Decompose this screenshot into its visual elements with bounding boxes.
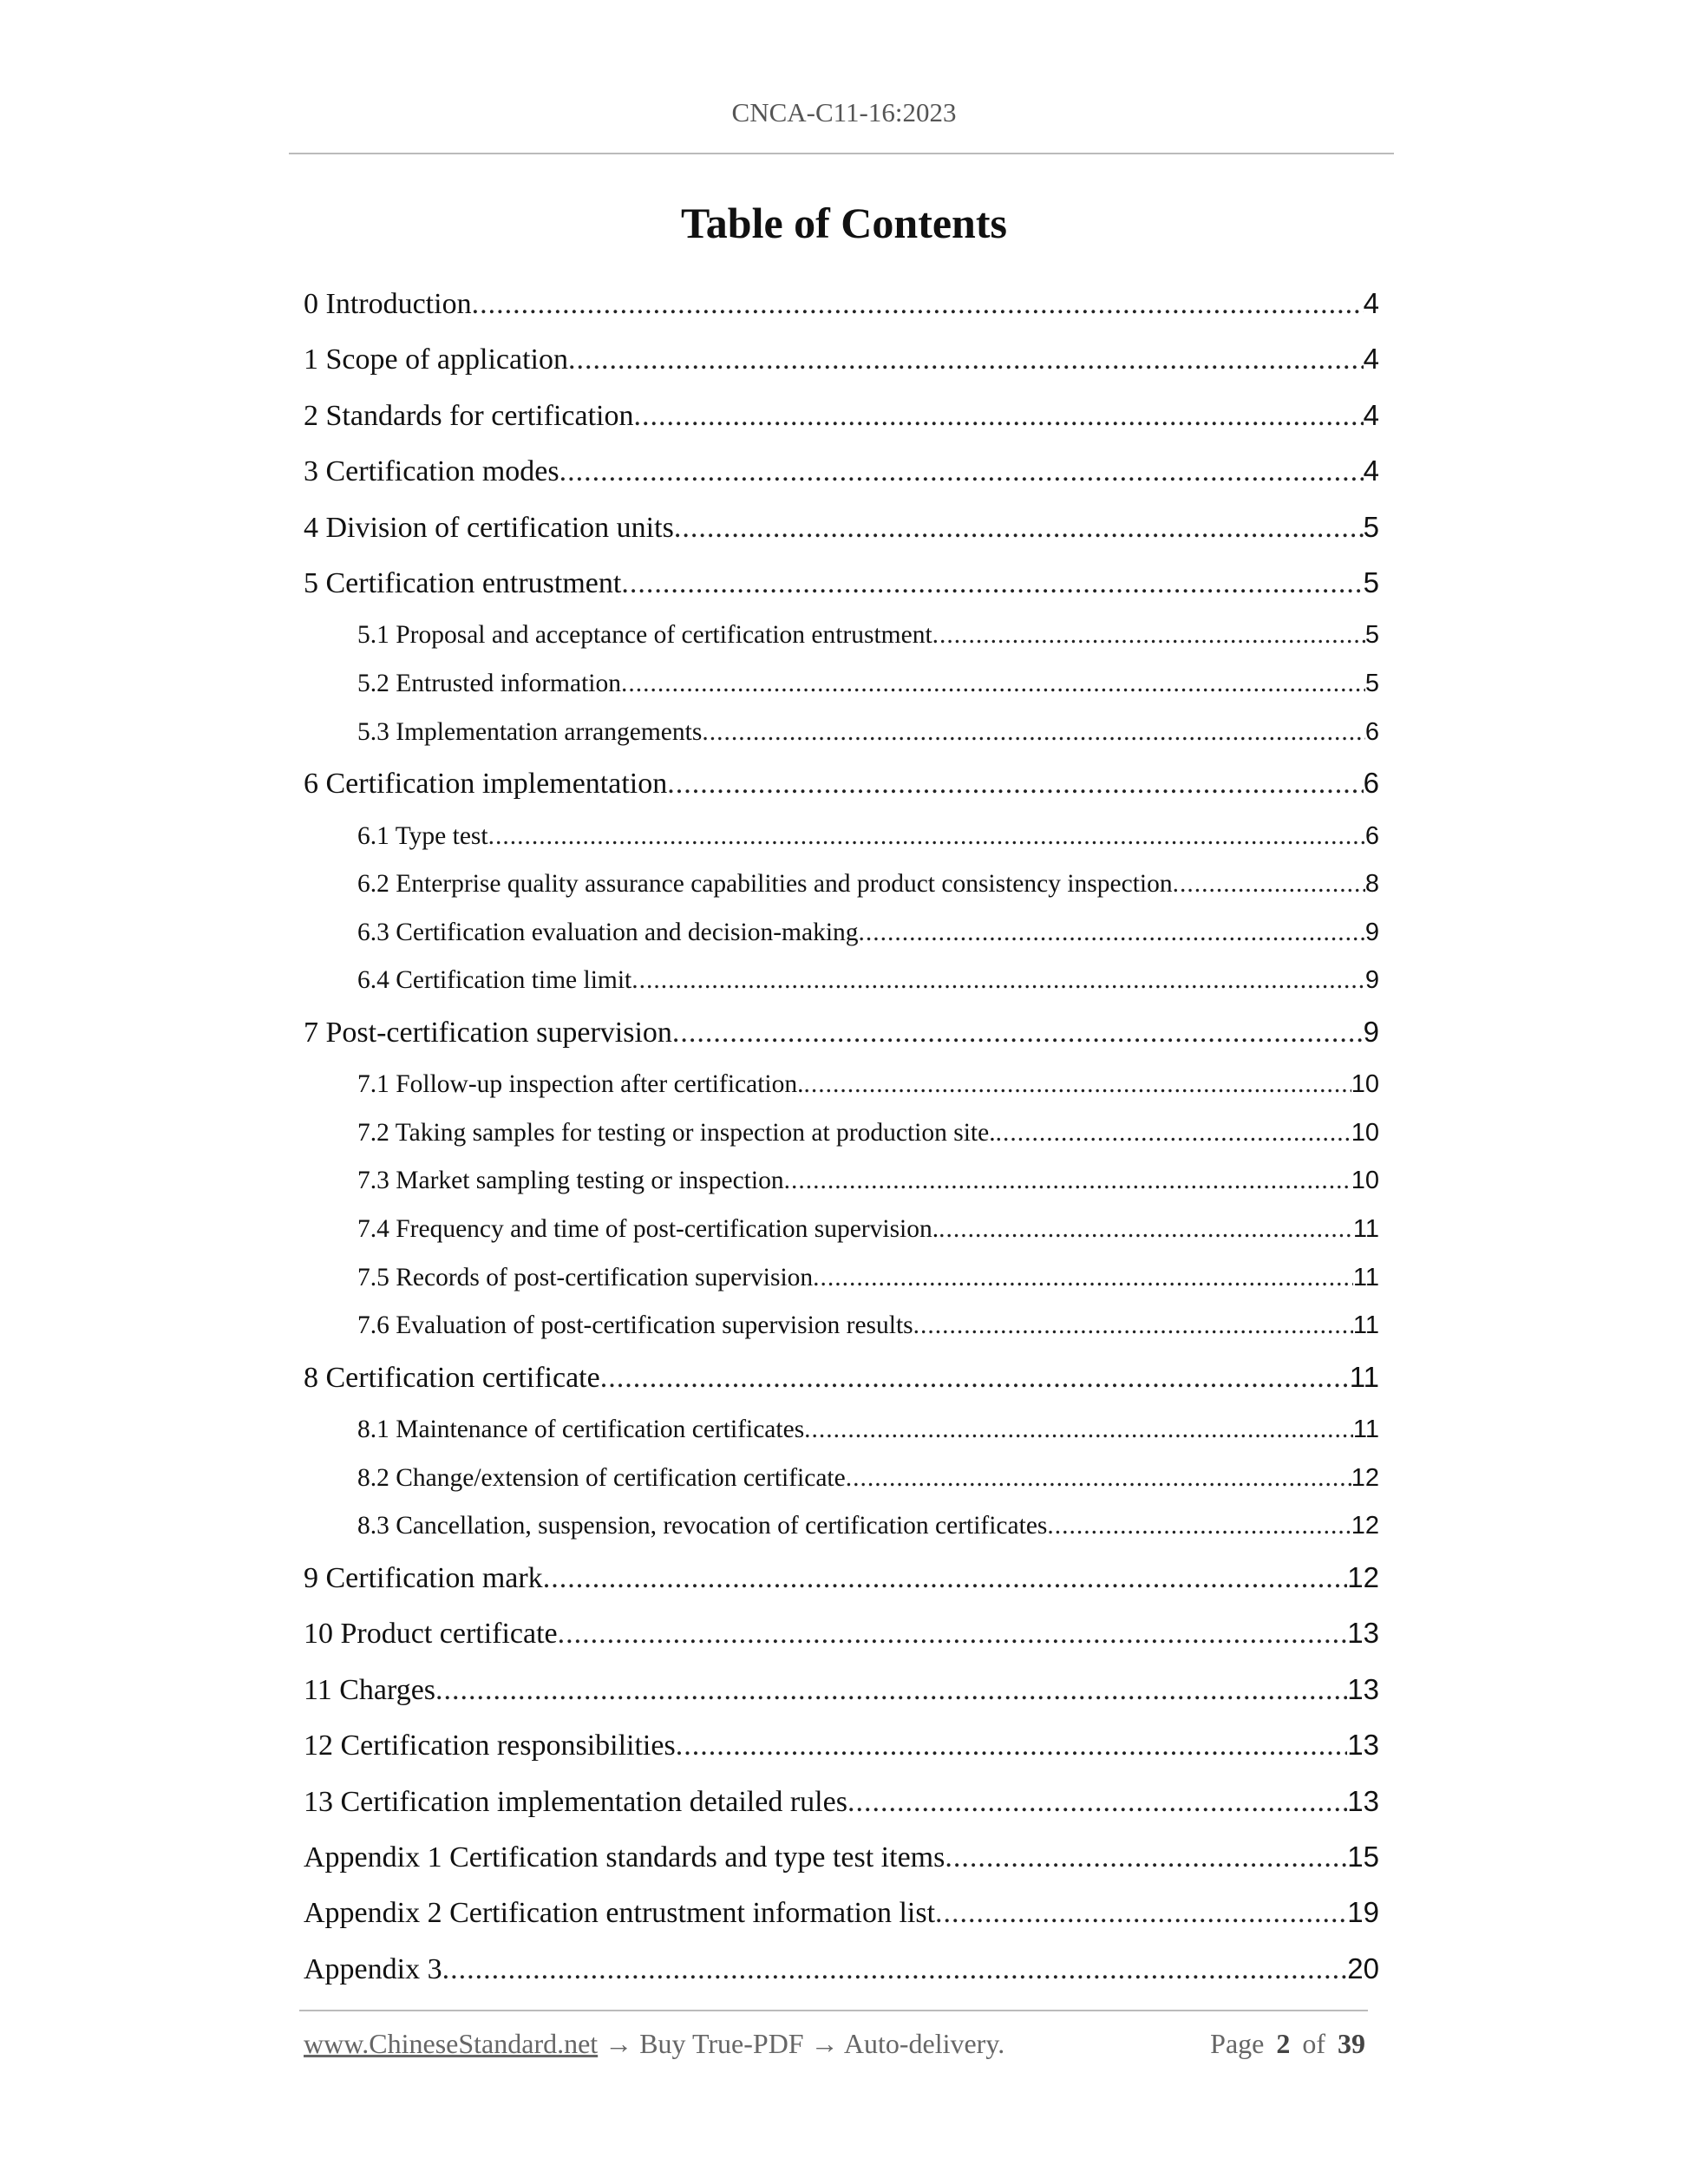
toc-entry-label: 8.1 Maintenance of certification certificates (357, 1416, 805, 1444)
dot-leader (558, 1612, 1348, 1657)
toc-page-number: 6 (1363, 767, 1379, 800)
page-word: Page (1210, 2028, 1265, 2059)
toc-page-number: 9 (1363, 1015, 1379, 1048)
dot-leader (472, 282, 1364, 327)
toc-entry-label: 7.2 Taking samples for testing or inspection at production site. (357, 1118, 996, 1147)
dot-leader (803, 1065, 1351, 1103)
toc-entry[interactable] (304, 1611, 1379, 1666)
dot-leader (600, 1356, 1350, 1401)
toc-page-number: 11 (1349, 1360, 1379, 1393)
dot-leader (1173, 865, 1365, 903)
toc-subentry[interactable] (304, 1210, 1379, 1259)
toc-page-number: 4 (1363, 287, 1379, 319)
dot-leader (996, 1114, 1351, 1152)
dot-leader (846, 1459, 1351, 1497)
toc-entry-label: Appendix 3 (304, 1952, 442, 1985)
page-title: Table of Contents (681, 199, 1007, 247)
toc-page-number: 9 (1364, 966, 1379, 995)
toc-entry[interactable] (304, 1010, 1379, 1065)
toc-entry-label: 7.3 Market sampling testing or inspection (357, 1167, 784, 1195)
toc-page-number: 6 (1364, 717, 1379, 746)
toc-page-number: 20 (1347, 1952, 1379, 1985)
toc-page-number: 10 (1351, 1118, 1379, 1147)
toc-entry-label: 4 Division of certification units (304, 511, 674, 544)
toc-entry[interactable] (304, 761, 1379, 816)
toc-page-number: 12 (1347, 1561, 1379, 1594)
of-word: of (1302, 2028, 1325, 2059)
dot-leader (568, 337, 1364, 383)
toc-entry-label: 7.5 Records of post-certification supervision (357, 1263, 814, 1291)
dot-leader (672, 1010, 1364, 1056)
toc-page-number: 5 (1363, 510, 1379, 543)
toc-entry[interactable] (304, 1355, 1379, 1410)
dot-leader (784, 1161, 1351, 1200)
toc-page-number: 6 (1364, 821, 1379, 850)
toc-entry-label: 2 Standards for certification (304, 399, 634, 432)
toc-entry[interactable] (304, 1890, 1379, 1945)
toc-page-number: 5 (1364, 621, 1379, 650)
toc-page-number: 15 (1347, 1840, 1379, 1873)
dot-leader (631, 961, 1365, 999)
dot-leader (435, 1668, 1347, 1713)
toc-entry[interactable] (304, 1555, 1379, 1611)
toc-page-number: 10 (1351, 1167, 1379, 1195)
toc-entry-label: 8 Certification certificate (304, 1361, 600, 1394)
toc-entry-label: 6.3 Certification evaluation and decision-making (357, 918, 859, 946)
toc-page-number: 13 (1347, 1672, 1379, 1705)
toc-page-number: 10 (1351, 1070, 1379, 1099)
toc-entry-label: 7 Post-certification supervision (304, 1016, 672, 1049)
dot-leader (813, 1259, 1353, 1297)
dot-leader (804, 1410, 1353, 1448)
dot-leader (932, 616, 1365, 654)
toc-entry-label: 8.2 Change/extension of certification certificate (357, 1463, 846, 1492)
toc-entry[interactable] (304, 1723, 1379, 1778)
toc-entry-label: 7.6 Evaluation of post-certification supervision results (357, 1311, 913, 1340)
dot-leader (674, 506, 1364, 551)
toc-subentry[interactable] (304, 1259, 1379, 1307)
toc-entry-label: 10 Product certificate (304, 1618, 558, 1651)
toc-entry-label: 5 Certification entrustment (304, 566, 622, 599)
table-of-contents (304, 281, 1379, 2002)
toc-page-number: 8 (1364, 870, 1379, 899)
toc-entry[interactable] (304, 1946, 1379, 2002)
toc-entry-label: 6.2 Enterprise quality assurance capabilities and product consistency inspection (357, 870, 1173, 899)
toc-subentry[interactable] (304, 1114, 1379, 1162)
toc-entry[interactable] (304, 281, 1379, 337)
dot-leader (442, 1947, 1348, 1992)
toc-entry-label: 0 Introduction (304, 288, 472, 320)
toc-entry-label: 11 Charges (304, 1673, 436, 1706)
toc-entry-label: 3 Certification modes (304, 455, 559, 488)
toc-entry-label: Appendix 2 Certification entrustment information list (304, 1897, 936, 1930)
toc-entry-label: Appendix 1 Certification standards and type test items (304, 1841, 945, 1873)
toc-subentry[interactable] (304, 1507, 1379, 1555)
toc-page-number: 12 (1351, 1463, 1379, 1492)
dot-leader (847, 1780, 1347, 1825)
toc-subentry[interactable] (304, 817, 1379, 866)
toc-page-number: 9 (1364, 918, 1379, 946)
toc-entry-label: 6.4 Certification time limit (357, 966, 632, 995)
toc-entry-label: 9 Certification mark (304, 1562, 543, 1595)
document-code-header: CNCA-C11-16:2023 (731, 97, 957, 128)
buy-true-pdf-text: Buy True-PDF (639, 2028, 804, 2059)
dot-leader (488, 817, 1365, 855)
dot-leader (1047, 1507, 1351, 1545)
toc-entry-label: 5.1 Proposal and acceptance of certification entrustment (357, 621, 932, 650)
toc-page-number: 12 (1351, 1512, 1379, 1540)
toc-entry[interactable] (304, 337, 1379, 392)
toc-page-number: 5 (1363, 566, 1379, 598)
dot-leader (667, 762, 1363, 807)
footer-divider (299, 2010, 1368, 2011)
toc-page-number: 13 (1347, 1617, 1379, 1650)
toc-page-number: 19 (1347, 1896, 1379, 1929)
toc-entry-label: 6.1 Type test (357, 821, 488, 850)
dot-leader (935, 1891, 1347, 1936)
dot-leader (945, 1835, 1347, 1880)
toc-page-number: 11 (1352, 1263, 1379, 1291)
dot-leader (702, 713, 1365, 751)
dot-leader (559, 449, 1364, 494)
toc-subentry[interactable] (304, 664, 1379, 713)
toc-entry-label: 12 Certification responsibilities (304, 1730, 676, 1762)
toc-subentry[interactable] (304, 713, 1379, 762)
toc-subentry[interactable] (304, 865, 1379, 913)
toc-subentry[interactable] (304, 1459, 1379, 1507)
dot-leader (621, 561, 1363, 606)
toc-subentry[interactable] (304, 1306, 1379, 1355)
toc-entry[interactable] (304, 393, 1379, 448)
toc-subentry[interactable] (304, 1410, 1379, 1459)
auto-delivery-text: Auto-delivery. (843, 2028, 1005, 2059)
toc-entry[interactable] (304, 1834, 1379, 1890)
toc-entry-label: 5.2 Entrusted information (357, 669, 621, 697)
page-indicator (1210, 2028, 1371, 2060)
website-link[interactable]: www.ChineseStandard.net (304, 2028, 599, 2059)
toc-page-number: 4 (1363, 343, 1379, 376)
header-divider (289, 153, 1394, 154)
toc-page-number: 11 (1352, 1311, 1379, 1340)
toc-entry-label: 1 Scope of application (304, 343, 568, 376)
toc-subentry[interactable] (304, 616, 1379, 664)
current-page-number: 2 (1276, 2028, 1291, 2059)
dot-leader (543, 1556, 1348, 1601)
total-page-number: 39 (1338, 2028, 1365, 2059)
footer-promo (304, 2028, 1004, 2060)
dot-leader (621, 664, 1365, 703)
toc-entry[interactable] (304, 1779, 1379, 1834)
toc-entry-label: 6 Certification implementation (304, 768, 668, 801)
toc-subentry[interactable] (304, 1065, 1379, 1114)
toc-subentry[interactable] (304, 1161, 1379, 1210)
toc-entry-label: 5.3 Implementation arrangements (357, 717, 703, 746)
toc-entry-label: 7.4 Frequency and time of post-certification supervision. (357, 1215, 939, 1244)
toc-page-number: 4 (1363, 398, 1379, 431)
toc-entry[interactable] (304, 560, 1379, 616)
toc-page-number: 13 (1347, 1784, 1379, 1817)
dot-leader (676, 1723, 1348, 1769)
dot-leader (939, 1210, 1353, 1248)
toc-page-number: 4 (1363, 454, 1379, 487)
toc-entry-label: 8.3 Cancellation, suspension, revocation of certification certificates (357, 1512, 1048, 1540)
toc-subentry[interactable] (304, 913, 1379, 962)
toc-entry-label: 7.1 Follow-up inspection after certification. (357, 1070, 804, 1099)
toc-subentry[interactable] (304, 961, 1379, 1010)
dot-leader (633, 394, 1363, 439)
arrow-icon: → (810, 2028, 839, 2059)
toc-entry[interactable] (304, 505, 1379, 560)
dot-leader (913, 1306, 1353, 1344)
toc-entry-label: 13 Certification implementation detailed rules (304, 1785, 847, 1818)
toc-page-number: 13 (1347, 1729, 1379, 1762)
toc-entry[interactable] (304, 448, 1379, 504)
toc-entry[interactable] (304, 1667, 1379, 1723)
dot-leader (859, 913, 1365, 951)
arrow-icon: → (605, 2028, 633, 2059)
toc-page-number: 11 (1352, 1215, 1379, 1244)
toc-page-number: 5 (1364, 669, 1379, 697)
toc-page-number: 11 (1352, 1416, 1379, 1444)
